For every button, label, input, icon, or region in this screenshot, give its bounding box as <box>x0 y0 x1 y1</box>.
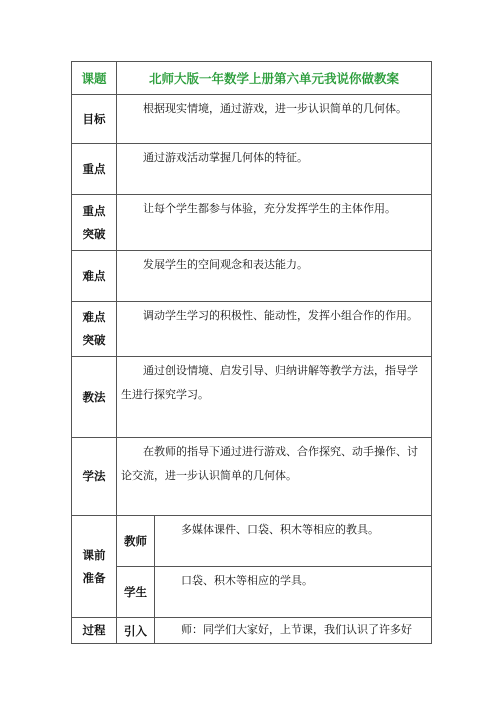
key-label: 重点 <box>72 144 117 195</box>
key-text: 通过游戏活动掌握几何体的特征。 <box>117 144 432 195</box>
diff-break-label-a: 难点 <box>82 310 106 324</box>
teaching-label: 教法 <box>72 357 117 438</box>
diff-break-label <box>72 302 117 357</box>
process-text: 师：同学们大家好，上节课，我们认识了许多好 <box>155 618 432 644</box>
learning-label: 学法 <box>72 438 117 516</box>
process-label: 过程 <box>72 618 117 644</box>
key-break-row <box>72 195 432 251</box>
diff-break-label-b: 突破 <box>82 333 106 347</box>
title-label: 课题 <box>72 62 117 95</box>
prep-student-row <box>72 567 432 618</box>
diff-break-text: 调动学生学习的积极性、能动性，发挥小组合作的作用。 <box>117 302 432 357</box>
difficulty-row <box>72 251 432 302</box>
diff-break-row <box>72 302 432 357</box>
prep-label-b: 准备 <box>82 570 106 585</box>
page-title: 北师大版一年数学上册第六单元我说你做教案 <box>117 62 432 95</box>
teacher-text: 多媒体课件、口袋、积木等相应的教具。 <box>155 516 432 567</box>
key-break-label <box>72 195 117 251</box>
key-break-label-b: 突破 <box>82 226 106 241</box>
process-row <box>72 618 432 644</box>
teacher-label: 教师 <box>117 516 155 567</box>
lesson-plan-table <box>71 61 432 644</box>
prep-label-a: 课前 <box>82 547 106 562</box>
learning-text: 在教师的指导下通过进行游戏、合作探究、动手操作、讨论交流，进一步认识简单的几何体。 <box>117 438 432 516</box>
lesson-plan-sheet <box>71 61 431 644</box>
difficulty-label: 难点 <box>72 251 117 302</box>
goal-row <box>72 95 432 144</box>
goal-text: 根据现实情境，通过游戏，进一步认识简单的几何体。 <box>117 95 432 144</box>
learning-row <box>72 438 432 516</box>
title-row <box>72 62 432 95</box>
teaching-row <box>72 357 432 438</box>
prep-teacher-row <box>72 516 432 567</box>
difficulty-text: 发展学生的空间观念和表达能力。 <box>117 251 432 302</box>
teaching-text: 通过创设情境、启发引导、归纳讲解等教学方法，指导学生进行探究学习。 <box>117 357 432 438</box>
student-label: 学生 <box>117 567 155 618</box>
intro-label: 引入 <box>117 618 155 644</box>
key-row <box>72 144 432 195</box>
prep-label <box>72 516 117 618</box>
key-break-text: 让每个学生都参与体验，充分发挥学生的主体作用。 <box>117 195 432 251</box>
key-break-label-a: 重点 <box>82 203 106 218</box>
student-text: 口袋、积木等相应的学具。 <box>155 567 432 618</box>
goal-label: 目标 <box>72 95 117 144</box>
